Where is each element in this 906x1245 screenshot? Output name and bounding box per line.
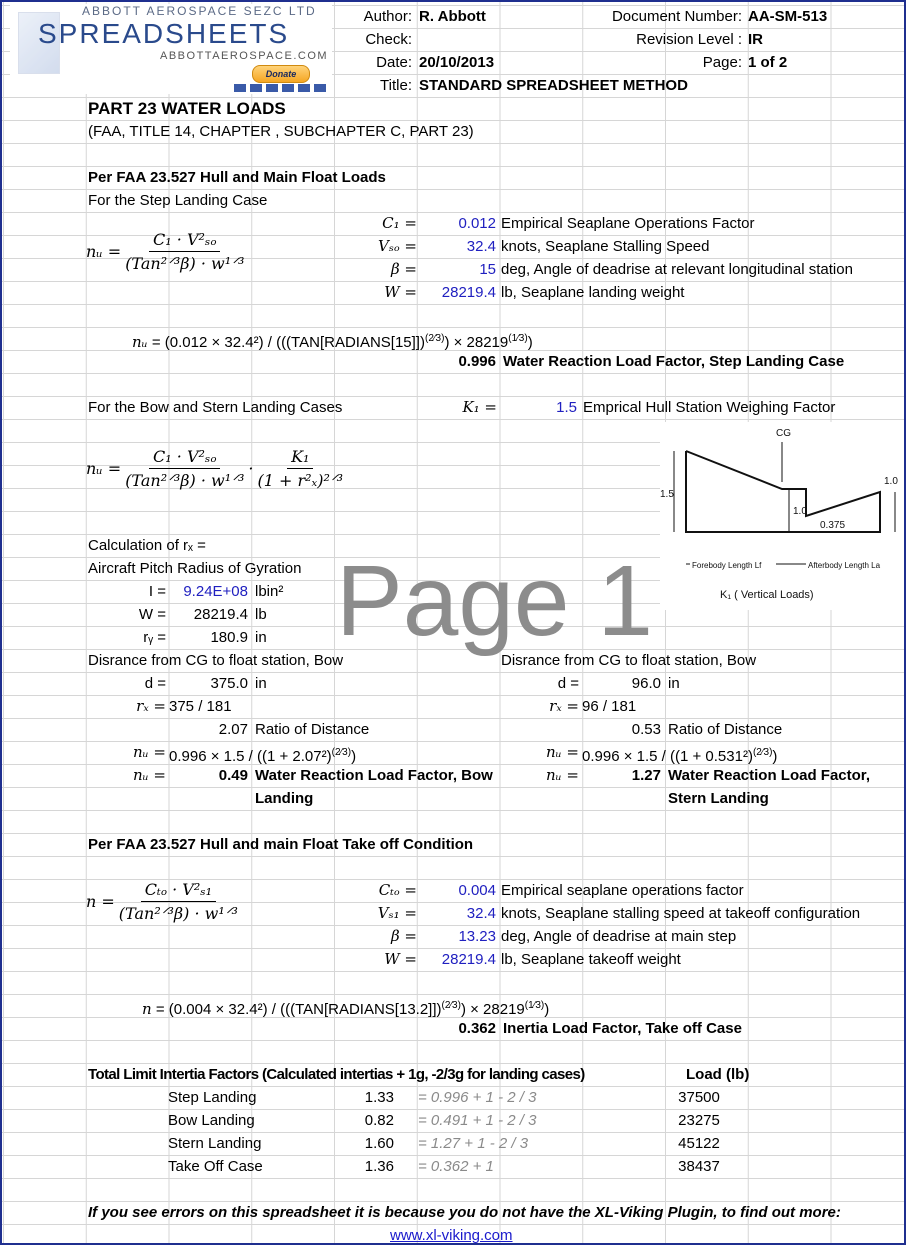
formula-numerator: C₁ · V²ₛₒ: [149, 230, 220, 252]
total-row-name: Stern Landing: [168, 1135, 262, 1152]
bowstern-formula: nᵤ = $\frac{\text{C₁ · V²ₛₒ}}{\text{(Tan²ᐟ³β) · w¹ᐟ³}}$ · $\frac{\text{K₁}}{\text{(1 + r²ₓ)²ᐟ³}}$: [86, 447, 344, 490]
rx-value: 96 / 181: [582, 698, 637, 715]
d-value: 375.0: [210, 675, 248, 692]
revision-value: IR: [748, 31, 763, 48]
step-result: 0.996: [458, 353, 496, 370]
takeoff-result: 0.362: [458, 1020, 496, 1037]
param-description: Empirical Seaplane Operations Factor: [501, 215, 755, 232]
takeoff-section-title: Per FAA 23.527 Hull and main Float Take off Condition: [88, 836, 474, 853]
param-symbol: β =: [390, 927, 417, 945]
logo-company: ABBOTT AEROSPACE SEZC LTD: [82, 4, 317, 18]
gyration-unit: lb: [255, 606, 267, 623]
nw-calc: $0.996 \times 1.5 / ((1 + 2.07^2)^{(2⁄3)})$: [169, 747, 357, 765]
param-description: knots, Seaplane stalling speed at takeoff configuration: [501, 905, 861, 922]
nw-result: 1.27: [631, 767, 661, 784]
formula-denominator: (Tan²ᐟ³β) · w¹ᐟ³: [125, 471, 245, 490]
total-row-load: 38437: [678, 1158, 720, 1175]
step-section-title: Per FAA 23.527 Hull and Main Float Loads: [88, 169, 386, 186]
diagram-height-1: 1.5: [660, 489, 674, 500]
title-label: Title:: [380, 77, 412, 94]
total-row-formula: = 0.996 + 1 - 2 / 3: [418, 1089, 537, 1106]
takeoff-formula: [86, 880, 242, 923]
nw-result-label: Water Reaction Load Factor, Bow: [255, 767, 493, 784]
docnum-label: Document Number:: [611, 8, 742, 25]
total-row-name: Step Landing: [168, 1089, 257, 1106]
total-row-formula: = 0.491 + 1 - 2 / 3: [418, 1112, 537, 1129]
param-description: knots, Seaplane Stalling Speed: [501, 238, 710, 255]
revision-label: Revision Level :: [636, 31, 742, 48]
formula-lhs: n =: [86, 892, 115, 911]
nw-result-label-2: Landing: [255, 790, 314, 807]
total-row-formula: = 0.362 + 1: [418, 1158, 494, 1175]
author-value: R. Abbott: [419, 8, 486, 25]
param-description: deg, Angle of deadrise at main step: [501, 928, 737, 945]
total-row-factor: 1.33: [364, 1089, 394, 1106]
logo-url: ABBOTTAEROSPACE.COM: [160, 50, 329, 62]
param-symbol: β =: [390, 260, 417, 278]
gyration-symbol: W =: [138, 606, 166, 623]
nw-result-symbol: nᵤ =: [133, 766, 166, 784]
docnum-value: AA-SM-513: [748, 8, 828, 25]
nw-calc: $0.996 \times 1.5 / ((1 + 0.531^2)^{(2⁄3)})$: [582, 747, 778, 765]
nw-result-symbol: nᵤ =: [546, 766, 579, 784]
param-value[interactable]: 15: [479, 261, 496, 278]
formula-lhs: nᵤ =: [86, 242, 122, 261]
rx-title: Calculation of rₓ =: [88, 537, 206, 554]
gyration-value: 28219.4: [193, 606, 248, 623]
gyration-value[interactable]: 9.24E+08: [183, 583, 248, 600]
step-formula: [86, 230, 248, 273]
param-symbol: W =: [384, 283, 417, 301]
param-description: Empirical seaplane operations factor: [501, 882, 744, 899]
total-row-load: 23275: [678, 1112, 720, 1129]
formula-numerator: C₁ · V²ₛₒ: [149, 447, 220, 469]
total-row-name: Take Off Case: [168, 1158, 263, 1175]
gyration-unit: lbin²: [255, 583, 284, 600]
load-header: Load (lb): [686, 1066, 750, 1083]
d-value: 96.0: [631, 675, 661, 692]
page-value: 1 of 2: [748, 54, 788, 71]
gyration-symbol: I =: [148, 583, 166, 600]
total-row-load: 37500: [678, 1089, 720, 1106]
k1-symbol: K₁ =: [462, 398, 497, 416]
nw-result: 0.49: [218, 767, 248, 784]
formula-numerator-2: K₁: [287, 447, 313, 469]
step-case-title: For the Step Landing Case: [88, 192, 268, 209]
total-row-name: Bow Landing: [168, 1112, 255, 1129]
author-label: Author:: [363, 8, 412, 25]
param-value[interactable]: 0.004: [458, 882, 496, 899]
gyration-symbol: rᵧ =: [143, 629, 166, 646]
nw-symbol: nᵤ =: [546, 743, 579, 761]
param-symbol: Vₛ₁ =: [377, 904, 417, 922]
rx-symbol: rₓ =: [549, 697, 579, 715]
total-row-load: 45122: [678, 1135, 720, 1152]
plugin-notice: If you see errors on this spreadsheet it is because you do not have the XL-Viking Plugin, to find out more:: [88, 1204, 841, 1221]
param-symbol: Vₛₒ =: [377, 237, 417, 255]
formula-numerator: Cₜₒ · V²ₛ₁: [141, 880, 216, 902]
diagram-caption: K₁ ( Vertical Loads): [720, 589, 814, 601]
param-description: deg, Angle of deadrise at relevant longitudinal station: [501, 261, 853, 278]
bowstern-title: For the Bow and Stern Landing Cases: [88, 399, 343, 416]
nw-result-label: Water Reaction Load Factor,: [668, 767, 870, 784]
param-value[interactable]: 13.23: [458, 928, 496, 945]
link-cell: [390, 1224, 513, 1245]
diagram-afterbody: Afterbody Length La: [808, 561, 881, 570]
check-label: Check:: [365, 31, 412, 48]
param-value[interactable]: 28219.4: [441, 284, 496, 301]
takeoff-calc: n = (0.004 × 32.4²) / (((TAN[RADIANS[13.2]])$^{(2⁄3)}$) × $28219^{(1⁄3)}$): [142, 1000, 550, 1018]
xl-viking-link[interactable]: www.xl-viking.com: [390, 1227, 513, 1244]
param-symbol: W =: [384, 950, 417, 968]
stern-title: Disrance from CG to float station, Bow: [501, 652, 757, 669]
param-value[interactable]: 32.4: [466, 238, 496, 255]
date-label: Date:: [376, 54, 412, 71]
nw-symbol: nᵤ =: [133, 743, 166, 761]
gyration-value: 180.9: [210, 629, 248, 646]
page-label: Page:: [702, 54, 742, 71]
total-row-formula: = 1.27 + 1 - 2 / 3: [418, 1135, 529, 1152]
param-description: lb, Seaplane landing weight: [501, 284, 685, 301]
formula-lhs: nᵤ =: [86, 459, 122, 478]
param-symbol: C₁ =: [382, 214, 417, 232]
totals-title: Total Limit Intertia Factors (Calculated intertias + 1g, -2/3g for landing cases): [88, 1066, 585, 1083]
page-subtitle: (FAA, TITLE 14, CHAPTER , SUBCHAPTER C, PART 23): [88, 123, 474, 140]
formula-denominator: (Tan²ᐟ³β) · w¹ᐟ³: [118, 904, 238, 923]
total-row-factor: 1.60: [364, 1135, 394, 1152]
d-unit: in: [255, 675, 267, 692]
param-value[interactable]: 32.4: [466, 905, 496, 922]
abbott-spreadsheets-logo[interactable]: [10, 4, 332, 94]
takeoff-result-label: Inertia Load Factor, Take off Case: [503, 1020, 742, 1037]
formula-denominator: (Tan²ᐟ³β) · w¹ᐟ³: [125, 254, 245, 273]
step-result-label: Water Reaction Load Factor, Step Landing Case: [503, 353, 845, 370]
ratio-label: Ratio of Distance: [255, 721, 370, 738]
diagram-cg-label: CG: [776, 428, 791, 439]
ratio-value: 2.07: [218, 721, 248, 738]
diagram-height-4: 1.0: [884, 476, 898, 487]
total-row-factor: 1.36: [364, 1158, 394, 1175]
k1-description: Emprical Hull Station Weighing Factor: [583, 399, 836, 416]
logo-title: SPREADSHEETS: [38, 18, 290, 49]
date-value: 20/10/2013: [419, 54, 495, 71]
nw-result-label-2: Stern Landing: [668, 790, 769, 807]
rx-symbol: rₓ =: [136, 697, 166, 715]
diagram-height-3: 0.375: [820, 520, 846, 531]
title-value: STANDARD SPREADSHEET METHOD: [419, 77, 688, 94]
total-row-factor: 0.82: [364, 1112, 394, 1129]
diagram-height-2: 1.0: [793, 506, 807, 517]
payment-cards-icon: [234, 84, 326, 92]
k1-value[interactable]: 1.5: [556, 399, 577, 416]
gyration-unit: in: [255, 629, 267, 646]
step-calc: nᵤ = (0.012 × 32.4²) / (((TAN[RADIANS[15]])$^{(2⁄3)}$) × $28219^{(1⁄3)}$): [132, 333, 533, 351]
k1-vertical-loads-diagram: [660, 422, 904, 610]
rx-value: 375 / 181: [169, 698, 232, 715]
diagram-forebody: Forebody Length Lf: [692, 561, 762, 570]
param-symbol: Cₜₒ =: [378, 881, 417, 899]
page-title: PART 23 WATER LOADS: [88, 99, 286, 118]
param-value[interactable]: 0.012: [458, 215, 496, 232]
donate-button[interactable]: Donate: [252, 65, 310, 83]
ratio-value: 0.53: [631, 721, 661, 738]
gyration-title: Aircraft Pitch Radius of Gyration: [88, 560, 302, 577]
d-symbol: d =: [144, 675, 166, 692]
bow-title: Disrance from CG to float station, Bow: [88, 652, 344, 669]
d-symbol: d =: [557, 675, 579, 692]
param-description: lb, Seaplane takeoff weight: [501, 951, 681, 968]
d-unit: in: [668, 675, 680, 692]
param-value[interactable]: 28219.4: [441, 951, 496, 968]
formula-denominator-2: (1 + r²ₓ)²ᐟ³: [257, 471, 344, 490]
page-watermark: Page 1: [336, 545, 653, 657]
hull-profile-diagram: [660, 422, 904, 610]
ratio-label: Ratio of Distance: [668, 721, 783, 738]
